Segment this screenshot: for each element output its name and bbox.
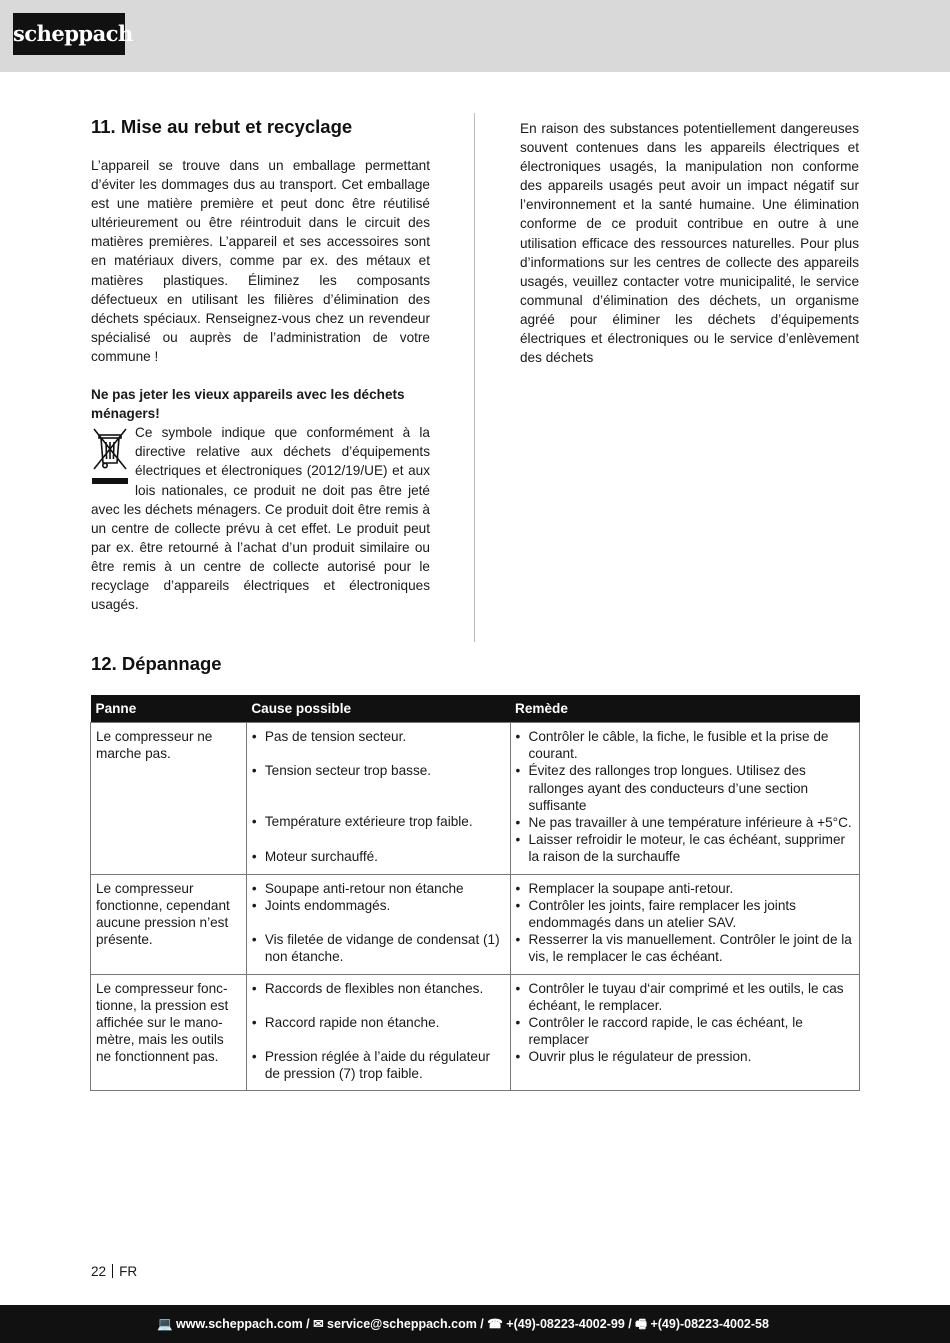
cause-item: • Joints endommagés. xyxy=(252,897,505,914)
section-11-title: 11. Mise au rebut et recyclage xyxy=(91,116,353,137)
remede-cell xyxy=(510,723,860,875)
header-panne: Panne xyxy=(91,695,247,723)
disposal-intro-paragraph: L’appareil se trouve dans un emballage permettant d’éviter les dommages dus au transport. Cet emballage est une matière première et peut donc être réutilisé ultérieurement ou être réintroduit dans le circuit des matières premières. L’appareil et ses accessoires sont en matériaux divers, comme par ex. des métaux et matières plastiques. Éliminez les composants défectueux en utilisant les filières d’élimination des déchets spéciaux. Renseignez-vous chez un revendeur spécialisé ou auprès de l’administration de votre commune ! xyxy=(91,158,430,364)
cause-item: • Vis filetée de vidange de condensat (1) non étanche. xyxy=(252,931,505,965)
page-number-label xyxy=(91,1264,137,1279)
cause-item: • Température extérieure trop faible. xyxy=(252,813,505,830)
table-header-row xyxy=(91,695,860,723)
page-separator xyxy=(112,1264,113,1278)
header-cause: Cause possible xyxy=(246,695,510,723)
troubleshooting-table xyxy=(90,695,860,1091)
remede-item: • Évitez des rallonges trop longues. Utilisez des rallonges ayant des conducteurs d’une section suffisante xyxy=(516,762,855,814)
section-11-left-column xyxy=(91,113,430,614)
panne-cell: Le compresseur fonctionne, cependant aucune pression n’est présente. xyxy=(91,874,247,974)
cause-item: • Soupape anti-retour non étanche xyxy=(252,880,505,897)
scheppach-logo: scheppach xyxy=(13,13,125,55)
header-remede: Remède xyxy=(510,695,860,723)
weee-paragraph: Ce symbole indique que conformément à la directive relative aux déchets d’équipements électriques et électroniques (2012/19/UE) et aux lois nationales, ce produit ne doit pas être jeté avec les déchets ménagers. Ce produit doit être remis à un centre de collecte prévu à cet effet. Le produit peut par ex. être retourné à l’achat d’un produit similaire ou être remis à un centre de collecte autorisé pour le recyclage d’appareils électriques et électroniques usagés. xyxy=(91,425,430,613)
contact-line: 💻 www.scheppach.com / ✉ service@scheppach.com / ☎ +(49)-08223-4002-99 / 🖷 +(49)-08223-4002-58 xyxy=(157,1317,769,1331)
remede-item: • Contrôler le tuyau d‘air comprimé et les outils, le cas échéant, le remplacer. xyxy=(516,980,855,1014)
remede-cell xyxy=(510,874,860,974)
remede-item: • Contrôler le raccord rapide, le cas échéant, le remplacer xyxy=(516,1014,855,1048)
page-footer xyxy=(0,1305,950,1343)
remede-item: • Contrôler les joints, faire remplacer les joints endommagés dans un atelier SAV. xyxy=(516,897,855,931)
table-row xyxy=(91,974,860,1091)
crossed-out-bin-icon xyxy=(91,427,129,487)
column-divider xyxy=(474,113,475,642)
remede-item: • Resserrer la vis manuellement. Contrôler le joint de la vis, le remplacer le cas échéant. xyxy=(516,931,855,965)
cause-cell xyxy=(246,974,510,1091)
remede-item: • Contrôler le câble, la fiche, le fusible et la prise de courant. xyxy=(516,728,855,762)
cause-item: • Raccord rapide non étanche. xyxy=(252,1014,505,1031)
table-row xyxy=(91,723,860,875)
section-12-title: 12. Dépannage xyxy=(91,653,222,674)
page-number: 22 xyxy=(91,1264,107,1279)
panne-cell: Le compresseur fonctionne, la pression est affichée sur le manomètre, mais les outils ne fonctionnent pas. xyxy=(91,974,247,1091)
page-header xyxy=(0,0,950,72)
cause-cell xyxy=(246,723,510,875)
remede-item: • Ne pas travailler à une température inférieure à +5°C. xyxy=(516,814,855,831)
cause-item: • Pression réglée à l’aide du régulateur de pression (7) trop faible. xyxy=(252,1048,505,1082)
remede-item: • Laisser refroidir le moteur, le cas échéant, supprimer la raison de la surchauffe xyxy=(516,831,855,865)
section-11-right-column xyxy=(520,119,859,367)
weee-block xyxy=(91,423,430,614)
warning-title: Ne pas jeter les vieux appareils avec les déchets ménagers! xyxy=(91,387,405,422)
cause-item: • Moteur surchauffé. xyxy=(252,848,505,865)
panne-cell: Le compresseur ne marche pas. xyxy=(91,723,247,875)
remede-cell xyxy=(510,974,860,1091)
remede-item: • Ouvrir plus le régulateur de pression. xyxy=(516,1048,855,1065)
table-row xyxy=(91,874,860,974)
language-code: FR xyxy=(119,1264,138,1279)
cause-item: • Raccords de flexibles non étanches. xyxy=(252,980,505,997)
cause-item: • Tension secteur trop basse. xyxy=(252,762,505,779)
remede-item: • Remplacer la soupape anti-retour. xyxy=(516,880,855,897)
environment-paragraph: En raison des substances potentiellement dangereuses souvent contenues dans les appareils électriques et électroniques usagés, la manipulation non conforme des appareils usagés peut avoir un impact négatif sur l’environnement et la santé humaine. Une élimination conforme de ce produit contribue en outre à une utilisation efficace des ressources naturelles. Pour plus d’informations sur les centres de collecte des appareils usagés, veuillez contacter votre municipalité, le service communal d’élimination des déchets, un organisme agréé pour éliminer les déchets d’équipements électriques et électroniques ou le service d’enlèvement des déchets xyxy=(520,121,859,366)
cause-cell xyxy=(246,874,510,974)
cause-item: • Pas de tension secteur. xyxy=(252,728,505,745)
